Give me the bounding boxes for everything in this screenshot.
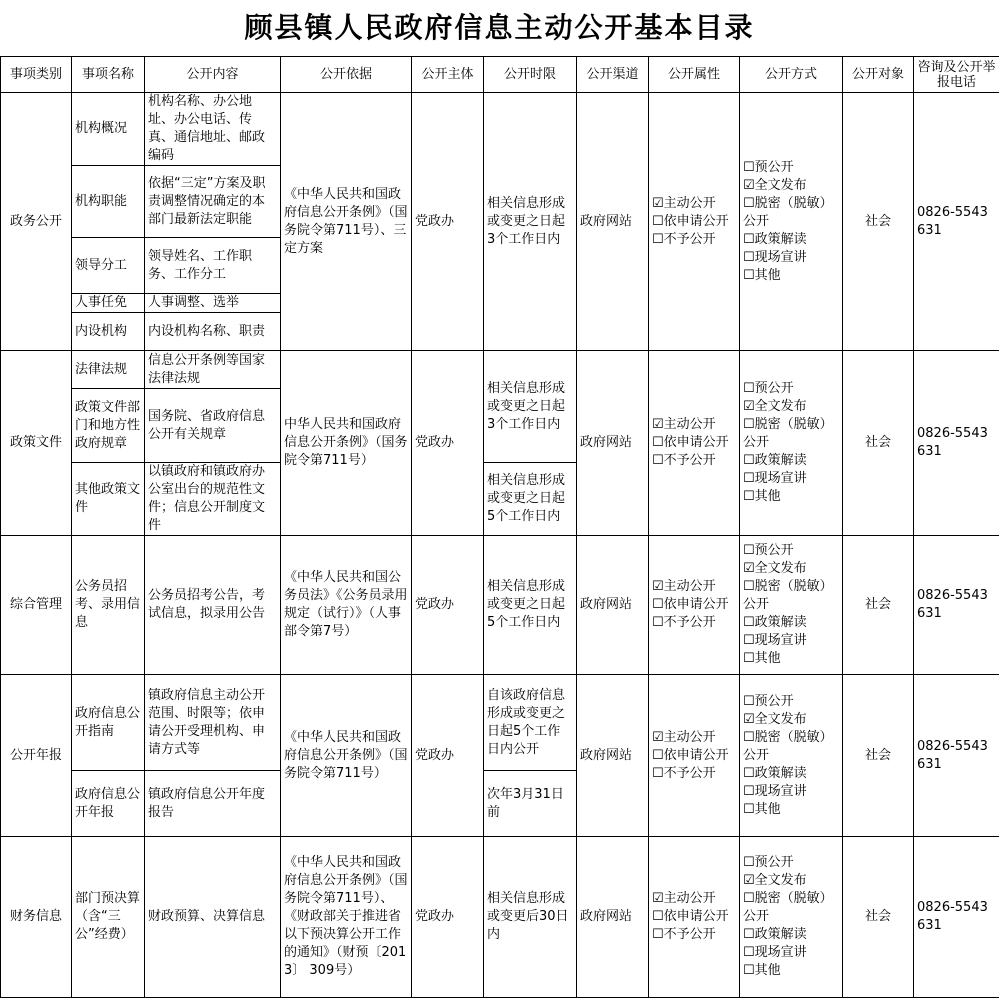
attribute-option-label: 不予公开 <box>664 766 716 781</box>
unchecked-box-icon: ☐ <box>743 651 755 666</box>
unchecked-box-icon: ☐ <box>743 802 755 817</box>
unchecked-box-icon: ☐ <box>743 268 755 283</box>
unchecked-box-icon: ☐ <box>652 766 664 781</box>
time-limit-cell: 相关信息形成或变更后30日内 <box>484 837 577 998</box>
col-header-subject: 公开主体 <box>412 57 484 93</box>
phone-cell: 0826-5543631 <box>914 351 999 536</box>
unchecked-box-icon: ☐ <box>743 489 755 504</box>
audience-cell: 社会 <box>843 837 914 998</box>
attribute-option-label: 依申请公开 <box>664 909 729 924</box>
method-option-label: 政策解读 <box>755 232 807 247</box>
checked-box-icon: ☑ <box>743 712 755 727</box>
checked-box-icon: ☑ <box>652 891 664 906</box>
time-limit-cell: 相关信息形成或变更之日起5个工作日内 <box>484 536 577 675</box>
method-option-label: 全文发布 <box>755 873 807 888</box>
unchecked-box-icon: ☐ <box>652 232 664 247</box>
method-option-label: 政策解读 <box>755 927 807 942</box>
method-cell <box>740 837 843 998</box>
item-name-cell: 人事任免 <box>72 294 145 313</box>
item-name-cell: 领导分工 <box>72 238 145 294</box>
attribute-cell <box>649 675 740 837</box>
unchecked-box-icon: ☐ <box>743 615 755 630</box>
table-row <box>1 93 999 166</box>
method-option-label: 其他 <box>755 963 781 978</box>
item-name-cell: 公务员招考、录用信息 <box>72 536 145 675</box>
checked-box-icon: ☑ <box>743 561 755 576</box>
method-option <box>743 711 839 729</box>
method-option <box>743 542 839 560</box>
unchecked-box-icon: ☐ <box>743 250 755 265</box>
phone-cell: 0826-5543631 <box>914 675 999 837</box>
col-header-attribute: 公开属性 <box>649 57 740 93</box>
attribute-option-label: 不予公开 <box>664 453 716 468</box>
method-option-label: 脱密（脱敏）公开 <box>743 579 833 612</box>
attribute-option-label: 不予公开 <box>664 232 716 247</box>
attribute-option <box>652 596 736 614</box>
attribute-option-label: 不予公开 <box>664 615 716 630</box>
channel-cell: 政府网站 <box>577 675 649 837</box>
content-cell: 人事调整、选举 <box>145 294 281 313</box>
method-option <box>743 416 839 452</box>
method-option <box>743 729 839 765</box>
channel-cell: 政府网站 <box>577 837 649 998</box>
time-limit-cell: 相关信息形成或变更之日起3个工作日内 <box>484 93 577 351</box>
method-option-label: 现场宣讲 <box>755 633 807 648</box>
checked-box-icon: ☑ <box>652 730 664 745</box>
method-option <box>743 962 839 980</box>
attribute-option-label: 不予公开 <box>664 927 716 942</box>
unchecked-box-icon: ☐ <box>743 196 755 211</box>
method-option-label: 现场宣讲 <box>755 945 807 960</box>
method-option-label: 全文发布 <box>755 399 807 414</box>
unchecked-box-icon: ☐ <box>652 927 664 942</box>
content-cell: 财政预算、决算信息 <box>145 837 281 998</box>
category-cell: 财务信息 <box>1 837 72 998</box>
attribute-option <box>652 578 736 596</box>
item-name-cell: 政策文件部门和地方性政府规章 <box>72 389 145 463</box>
time-limit-cell: 相关信息形成或变更之日起5个工作日内 <box>484 463 577 536</box>
item-name-cell: 机构职能 <box>72 166 145 238</box>
method-option <box>743 854 839 872</box>
method-option-label: 预公开 <box>755 694 794 709</box>
unchecked-box-icon: ☐ <box>743 471 755 486</box>
time-limit-cell: 次年3月31日前 <box>484 771 577 837</box>
audience-cell: 社会 <box>843 536 914 675</box>
method-option <box>743 890 839 926</box>
subject-cell: 党政办 <box>412 536 484 675</box>
method-option-label: 现场宣讲 <box>755 784 807 799</box>
item-name-cell: 政府信息公开指南 <box>72 675 145 771</box>
method-option-label: 全文发布 <box>755 712 807 727</box>
col-header-phone: 咨询及公开举报电话 <box>914 57 999 93</box>
attribute-cell <box>649 351 740 536</box>
attribute-option-label: 主动公开 <box>664 196 716 211</box>
attribute-option-label: 主动公开 <box>664 417 716 432</box>
attribute-option-label: 主动公开 <box>664 891 716 906</box>
method-option <box>743 578 839 614</box>
item-name-cell: 其他政策文件 <box>72 463 145 536</box>
attribute-option <box>652 213 736 231</box>
method-option <box>743 470 839 488</box>
checked-box-icon: ☑ <box>652 579 664 594</box>
unchecked-box-icon: ☐ <box>743 633 755 648</box>
attribute-option <box>652 729 736 747</box>
attribute-option-label: 依申请公开 <box>664 748 729 763</box>
content-cell: 领导姓名、工作职务、工作分工 <box>145 238 281 294</box>
col-header-method: 公开方式 <box>740 57 843 93</box>
method-option <box>743 765 839 783</box>
col-header-audience: 公开对象 <box>843 57 914 93</box>
method-option-label: 其他 <box>755 489 781 504</box>
unchecked-box-icon: ☐ <box>743 855 755 870</box>
unchecked-box-icon: ☐ <box>743 891 755 906</box>
attribute-option <box>652 765 736 783</box>
method-option-label: 政策解读 <box>755 615 807 630</box>
attribute-cell <box>649 837 740 998</box>
time-limit-cell: 自该政府信息形成或变更之日起5个工作日内公开 <box>484 675 577 771</box>
unchecked-box-icon: ☐ <box>743 963 755 978</box>
method-option-label: 脱密（脱敏）公开 <box>743 417 833 450</box>
col-header-time-limit: 公开时限 <box>484 57 577 93</box>
phone-cell: 0826-5543631 <box>914 536 999 675</box>
method-cell <box>740 351 843 536</box>
content-cell: 以镇政府和镇政府办 公室出台的规范性文件；信息公开制度文 件 <box>145 463 281 536</box>
method-option <box>743 177 839 195</box>
content-cell: 信息公开条例等国家 法律法规 <box>145 351 281 389</box>
audience-cell: 社会 <box>843 675 914 837</box>
table-row <box>1 837 999 998</box>
attribute-option <box>652 231 736 249</box>
attribute-option <box>652 926 736 944</box>
unchecked-box-icon: ☐ <box>652 214 664 229</box>
checked-box-icon: ☑ <box>743 873 755 888</box>
item-name-cell: 法律法规 <box>72 351 145 389</box>
method-option <box>743 944 839 962</box>
method-option <box>743 231 839 249</box>
content-cell: 镇政府信息公开年度报告 <box>145 771 281 837</box>
method-option-label: 脱密（脱敏）公开 <box>743 196 833 229</box>
unchecked-box-icon: ☐ <box>743 579 755 594</box>
method-option <box>743 380 839 398</box>
method-option <box>743 801 839 819</box>
category-cell: 综合管理 <box>1 536 72 675</box>
method-option-label: 全文发布 <box>755 561 807 576</box>
checked-box-icon: ☑ <box>652 417 664 432</box>
phone-cell: 0826-5543631 <box>914 837 999 998</box>
method-option <box>743 693 839 711</box>
content-cell: 镇政府信息主动公开 范围、时限等；依申 请公开受理机构、申请方式等 <box>145 675 281 771</box>
category-cell: 政务公开 <box>1 93 72 351</box>
method-option <box>743 195 839 231</box>
attribute-cell <box>649 93 740 351</box>
content-cell: 内设机构名称、职责 <box>145 313 281 351</box>
col-header-content: 公开内容 <box>145 57 281 93</box>
unchecked-box-icon: ☐ <box>743 417 755 432</box>
method-cell <box>740 536 843 675</box>
col-header-category: 事项类别 <box>1 57 72 93</box>
method-option-label: 其他 <box>755 268 781 283</box>
attribute-option-label: 依申请公开 <box>664 435 729 450</box>
attribute-option <box>652 747 736 765</box>
method-option-label: 政策解读 <box>755 453 807 468</box>
method-option <box>743 926 839 944</box>
unchecked-box-icon: ☐ <box>652 597 664 612</box>
method-option <box>743 488 839 506</box>
subject-cell: 党政办 <box>412 93 484 351</box>
checked-box-icon: ☑ <box>743 178 755 193</box>
attribute-option <box>652 416 736 434</box>
category-cell: 公开年报 <box>1 675 72 837</box>
unchecked-box-icon: ☐ <box>652 909 664 924</box>
item-name-cell: 内设机构 <box>72 313 145 351</box>
table-row <box>1 536 999 675</box>
method-option-label: 其他 <box>755 802 781 817</box>
checked-box-icon: ☑ <box>652 196 664 211</box>
attribute-option <box>652 908 736 926</box>
method-option-label: 其他 <box>755 651 781 666</box>
audience-cell: 社会 <box>843 93 914 351</box>
subject-cell: 党政办 <box>412 351 484 536</box>
subject-cell: 党政办 <box>412 837 484 998</box>
unchecked-box-icon: ☐ <box>743 381 755 396</box>
attribute-cell <box>649 536 740 675</box>
unchecked-box-icon: ☐ <box>652 453 664 468</box>
col-header-name: 事项名称 <box>72 57 145 93</box>
item-name-cell: 机构概况 <box>72 93 145 166</box>
method-option-label: 脱密（脱敏）公开 <box>743 730 833 763</box>
audience-cell: 社会 <box>843 351 914 536</box>
method-option <box>743 650 839 668</box>
catalog-table <box>0 56 999 998</box>
unchecked-box-icon: ☐ <box>652 748 664 763</box>
item-name-cell: 政府信息公开年报 <box>72 771 145 837</box>
attribute-option-label: 依申请公开 <box>664 214 729 229</box>
unchecked-box-icon: ☐ <box>652 615 664 630</box>
attribute-option <box>652 452 736 470</box>
unchecked-box-icon: ☐ <box>743 945 755 960</box>
attribute-option <box>652 614 736 632</box>
col-header-channel: 公开渠道 <box>577 57 649 93</box>
method-option <box>743 398 839 416</box>
checked-box-icon: ☑ <box>743 399 755 414</box>
method-option <box>743 783 839 801</box>
unchecked-box-icon: ☐ <box>743 453 755 468</box>
method-cell <box>740 675 843 837</box>
method-option-label: 现场宣讲 <box>755 471 807 486</box>
method-option-label: 脱密（脱敏）公开 <box>743 891 833 924</box>
method-option <box>743 872 839 890</box>
attribute-option-label: 依申请公开 <box>664 597 729 612</box>
channel-cell: 政府网站 <box>577 536 649 675</box>
method-option-label: 全文发布 <box>755 178 807 193</box>
attribute-option <box>652 434 736 452</box>
method-option <box>743 452 839 470</box>
subject-cell: 党政办 <box>412 675 484 837</box>
unchecked-box-icon: ☐ <box>743 232 755 247</box>
attribute-option <box>652 890 736 908</box>
table-row <box>1 675 999 771</box>
method-option-label: 预公开 <box>755 160 794 175</box>
unchecked-box-icon: ☐ <box>743 694 755 709</box>
table-row <box>1 351 999 389</box>
unchecked-box-icon: ☐ <box>743 766 755 781</box>
unchecked-box-icon: ☐ <box>743 160 755 175</box>
basis-cell: 《中华人民共和国公务员法》《公务员录用规定（试行）》（人事部令第7号） <box>281 536 412 675</box>
unchecked-box-icon: ☐ <box>743 927 755 942</box>
method-option <box>743 632 839 650</box>
page-title: 顾县镇人民政府信息主动公开基本目录 <box>0 0 999 56</box>
method-option <box>743 560 839 578</box>
method-option-label: 预公开 <box>755 855 794 870</box>
header-row <box>1 57 999 93</box>
attribute-option-label: 主动公开 <box>664 730 716 745</box>
channel-cell: 政府网站 <box>577 93 649 351</box>
method-option-label: 预公开 <box>755 543 794 558</box>
method-option <box>743 159 839 177</box>
unchecked-box-icon: ☐ <box>743 730 755 745</box>
phone-cell: 0826-5543631 <box>914 93 999 351</box>
method-option <box>743 614 839 632</box>
method-option-label: 现场宣讲 <box>755 250 807 265</box>
content-cell: 机构名称、办公地址、办公电话、传真、通信地址、邮政 编码 <box>145 93 281 166</box>
method-option-label: 预公开 <box>755 381 794 396</box>
time-limit-cell: 相关信息形成或变更之日起3个工作日内 <box>484 351 577 463</box>
basis-cell: 《中华人民共和国政府信息公开条例》（国务院令第711号） <box>281 675 412 837</box>
unchecked-box-icon: ☐ <box>743 543 755 558</box>
channel-cell: 政府网站 <box>577 351 649 536</box>
content-cell: 国务院、省政府信息 公开有关规章 <box>145 389 281 463</box>
content-cell: 依据“三定”方案及职责调整情况确定的本部门最新法定职能 <box>145 166 281 238</box>
unchecked-box-icon: ☐ <box>743 784 755 799</box>
basis-cell: 《中华人民共和国政府信息公开条例》（国务院令第711号）、《财政部关于推进省以下预决算公开工作的通知》（财预〔2013〕 309号） <box>281 837 412 998</box>
content-cell: 公务员招考公告，考试信息，拟录用公告 <box>145 536 281 675</box>
method-option <box>743 249 839 267</box>
item-name-cell: 部门预决算（含“三公”经费） <box>72 837 145 998</box>
method-cell <box>740 93 843 351</box>
attribute-option-label: 主动公开 <box>664 579 716 594</box>
method-option-label: 政策解读 <box>755 766 807 781</box>
category-cell: 政策文件 <box>1 351 72 536</box>
method-option <box>743 267 839 285</box>
basis-cell: 《中华人民共和国政府信息公开条例》（国务院令第711号）、三定方案 <box>281 93 412 351</box>
unchecked-box-icon: ☐ <box>652 435 664 450</box>
col-header-basis: 公开依据 <box>281 57 412 93</box>
basis-cell: 中华人民共和国政府信息公开条例》（国务院令第711号） <box>281 351 412 536</box>
attribute-option <box>652 195 736 213</box>
